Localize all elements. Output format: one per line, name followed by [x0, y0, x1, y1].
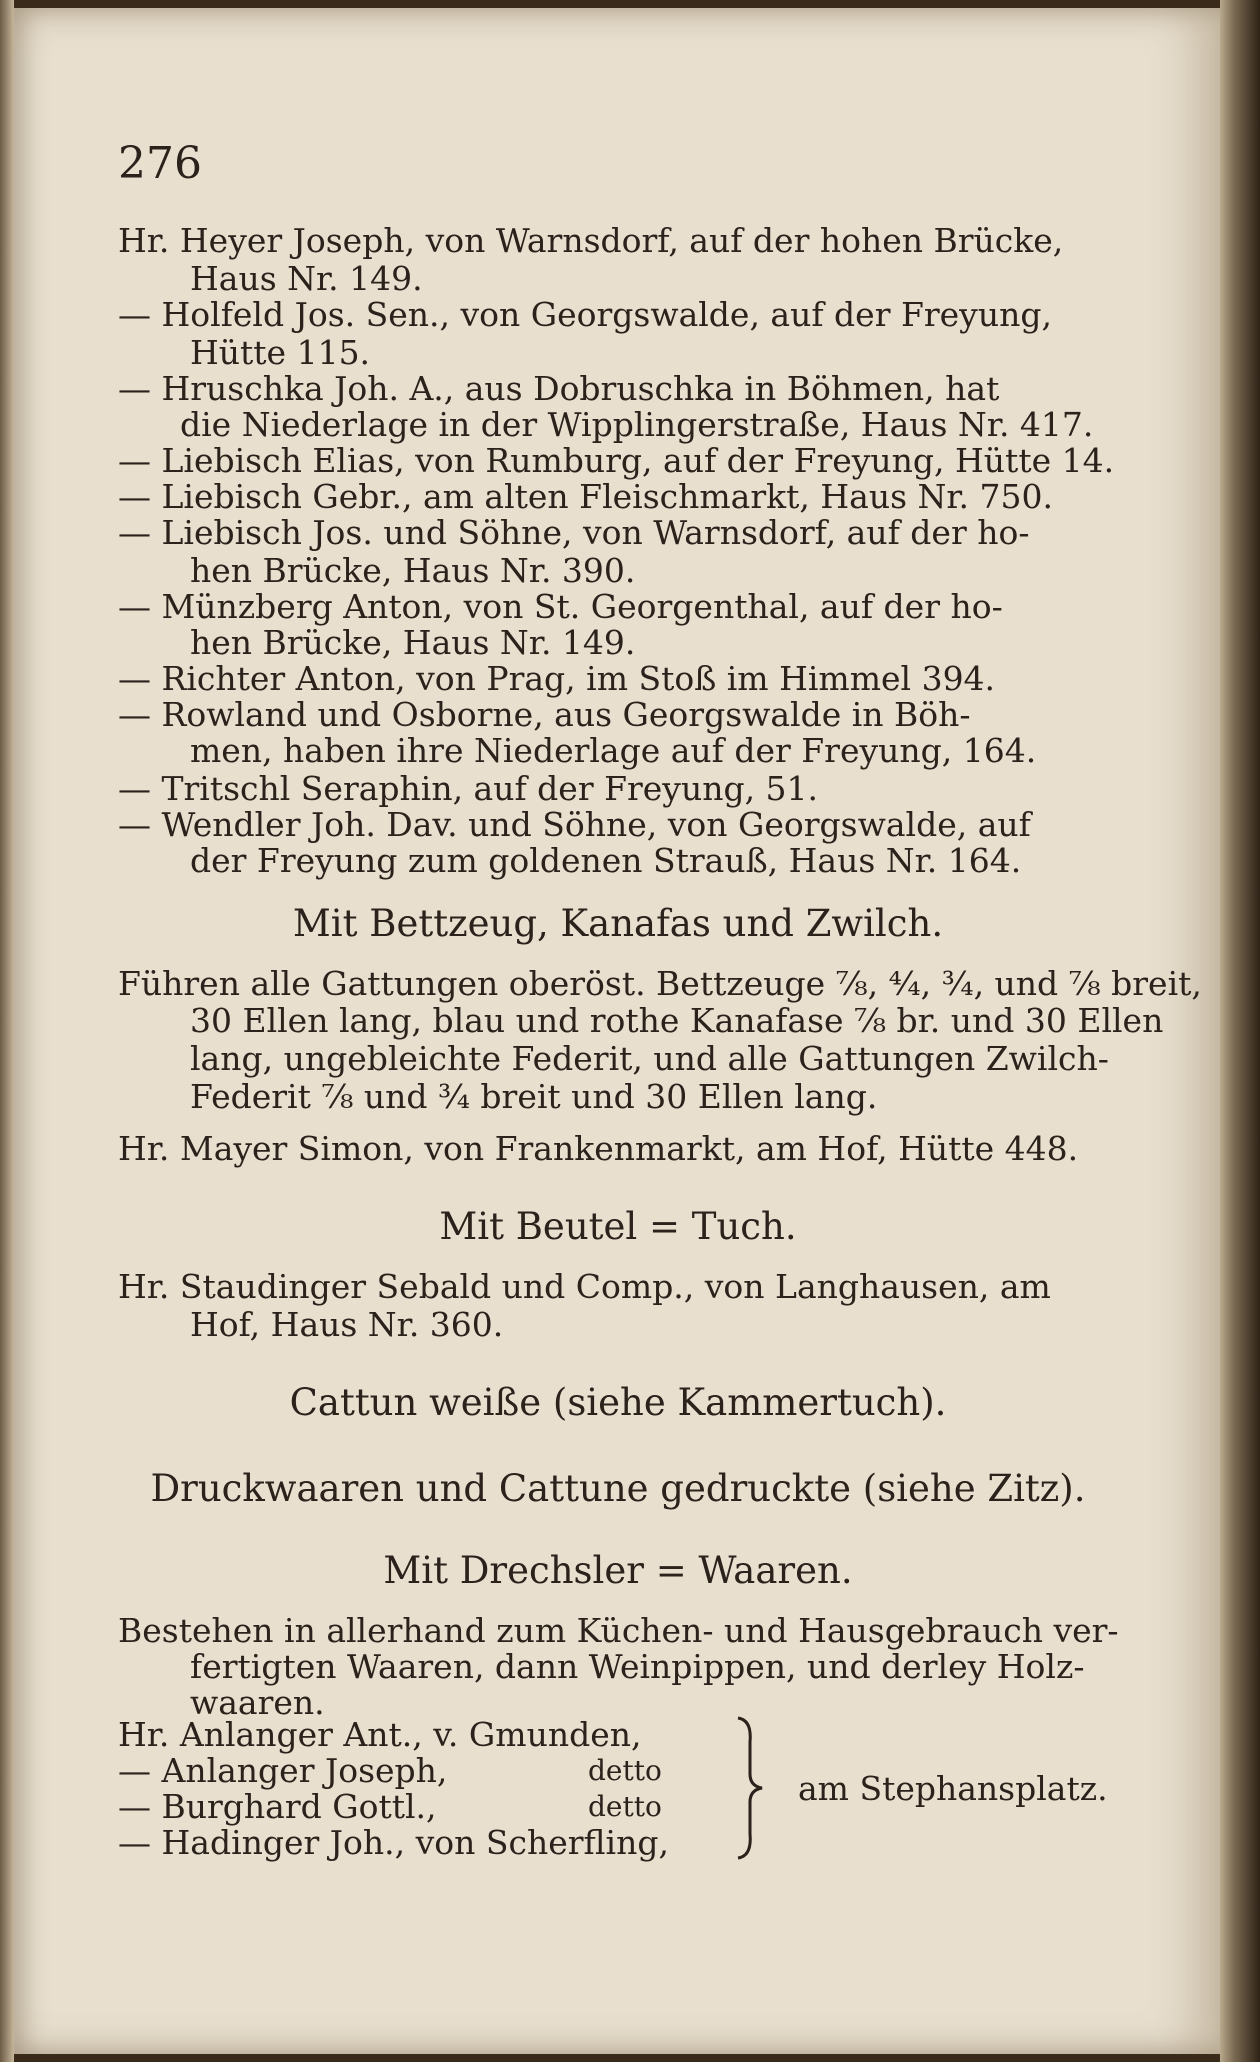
page-number: 276 — [118, 138, 202, 189]
entry-line: hen Brücke, Haus Nr. 149. — [190, 623, 636, 662]
entry-line: hen Brücke, Haus Nr. 390. — [190, 551, 636, 590]
ditto-mark: detto — [588, 1754, 662, 1787]
entry-line: — Anlanger Joseph, — [118, 1751, 448, 1790]
entry-line: Haus Nr. 149. — [190, 259, 423, 298]
section-description: fertigten Waaren, dann Weinpippen, und derley Holz- — [190, 1647, 1085, 1686]
entry-line: — Hadinger Joh., von Scherfling, — [118, 1823, 669, 1862]
section-description: Führen alle Gattungen oberöst. Bettzeuge ⅞, ⁴⁄₄, ¾, und ⅞ breit, — [118, 964, 1202, 1003]
section-description: 30 Ellen lang, blau und rothe Kanafase ⅞ br. und 30 Ellen — [190, 1001, 1164, 1040]
entry-line: — Liebisch Elias, von Rumburg, auf der Freyung, Hütte 14. — [118, 441, 1115, 480]
location-label: am Stephansplatz. — [798, 1769, 1108, 1808]
entry-line: — Holfeld Jos. Sen., von Georgswalde, auf der Freyung, — [118, 295, 1052, 334]
section-heading-drechsler: Mit Drechsler = Waaren. — [383, 1549, 853, 1592]
entry-line: Hr. Heyer Joseph, von Warnsdorf, auf der hohen Brücke, — [118, 221, 1064, 260]
entry-line: — Liebisch Gebr., am alten Fleischmarkt, Haus Nr. 750. — [118, 477, 1053, 516]
section-heading-beutel: Mit Beutel = Tuch. — [439, 1205, 797, 1248]
ditto-mark: detto — [588, 1790, 662, 1823]
entry-line: — Liebisch Jos. und Söhne, von Warnsdorf, auf der ho- — [118, 513, 1030, 552]
section-description: Federit ⅞ und ¾ breit und 30 Ellen lang. — [190, 1077, 878, 1116]
section-description: lang, ungebleichte Federit, und alle Gattungen Zwilch- — [190, 1039, 1109, 1078]
page-left-edge — [0, 0, 14, 2062]
entry-line: die Niederlage in der Wipplingerstraße, Haus Nr. 417. — [180, 405, 1094, 444]
entry-line: men, haben ihre Niederlage auf der Freyung, 164. — [190, 731, 1037, 770]
entry-line: — Münzberg Anton, von St. Georgenthal, auf der ho- — [118, 587, 1003, 626]
entry-line: der Freyung zum goldenen Strauß, Haus Nr. 164. — [190, 841, 1022, 880]
entry-line: Hütte 115. — [190, 333, 371, 372]
entry-line: Hof, Haus Nr. 360. — [190, 1305, 504, 1344]
section-heading-bettzeug: Mit Bettzeug, Kanafas und Zwilch. — [292, 902, 944, 945]
entry-line: — Rowland und Osborne, aus Georgswalde in Böh- — [118, 695, 971, 734]
section-description: waaren. — [190, 1683, 325, 1722]
entry-line: — Wendler Joh. Dav. und Söhne, von Georgswalde, auf — [118, 805, 1031, 844]
heading-cattun: Cattun weiße (siehe Kammertuch). — [289, 1381, 947, 1424]
entry-line: — Hruschka Joh. A., aus Dobruschka in Böhmen, hat — [118, 369, 1000, 408]
grouping-brace — [730, 1712, 770, 1862]
entry-line: Hr. Mayer Simon, von Frankenmarkt, am Hof, Hütte 448. — [118, 1129, 1079, 1168]
book-spine — [1220, 0, 1260, 2062]
entry-line: Hr. Staudinger Sebald und Comp., von Langhausen, am — [118, 1267, 1051, 1306]
section-description: Bestehen in allerhand zum Küchen- und Hausgebrauch ver- — [118, 1611, 1119, 1650]
entry-line: — Richter Anton, von Prag, im Stoß im Himmel 394. — [118, 659, 996, 698]
heading-druckwaaren: Druckwaaren und Cattune gedruckte (siehe Zitz). — [150, 1467, 1086, 1510]
entry-line: Hr. Anlanger Ant., v. Gmunden, — [118, 1715, 642, 1754]
entry-line: — Burghard Gottl., — [118, 1787, 437, 1826]
entry-line: — Tritschl Seraphin, auf der Freyung, 51. — [118, 769, 819, 808]
